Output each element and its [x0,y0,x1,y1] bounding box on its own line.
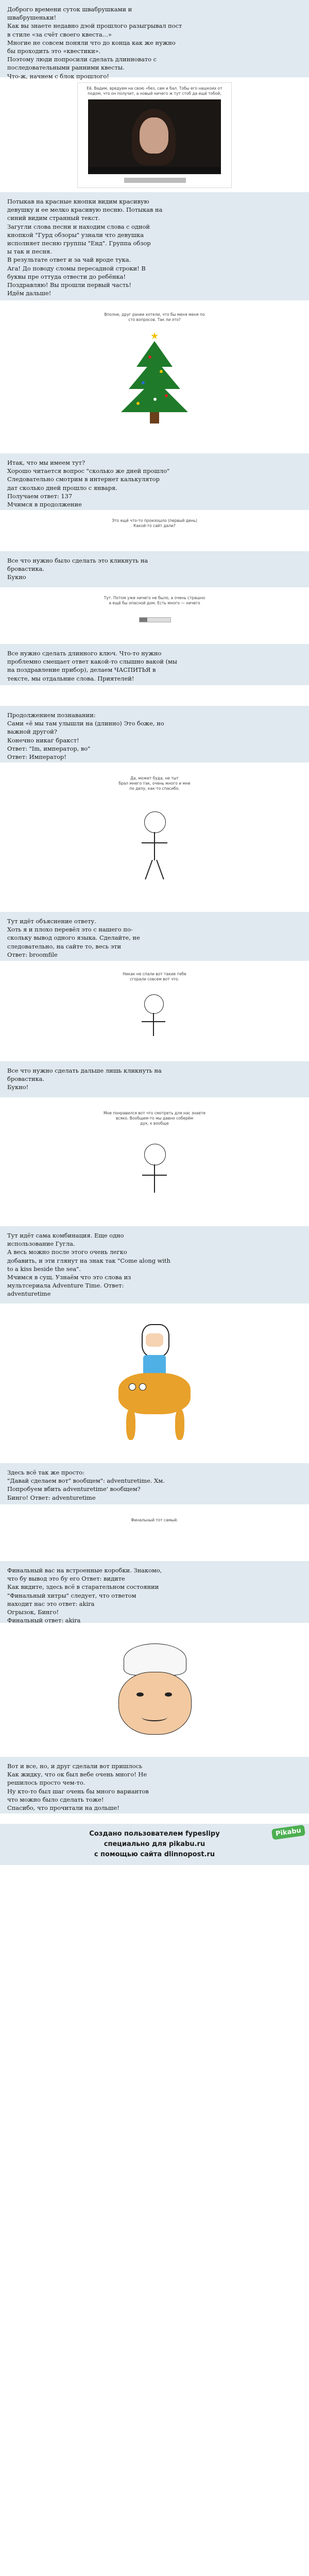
progress-bar [139,617,171,622]
loading-caption [88,592,221,606]
text-line: Следовательно смотрим в интернет калькулятор [7,476,160,483]
ornament-icon [165,394,168,397]
text-line: Ответ: Император! [7,753,66,761]
star-icon: ★ [150,331,159,342]
stick-figure-head [144,1144,166,1165]
ornament-icon [153,398,157,401]
caption-line: Финальный тот самый. [131,1518,178,1522]
text-line: что бу вывод это бу его Ответ: видите [7,1575,125,1583]
text-line: Огрызок, Бинго! [7,1608,59,1616]
comic-panel-3 [77,1108,232,1211]
comic-panel-2 [72,969,237,1051]
text-line: Как жидку, что ок был вебе очень много! Не [7,1771,147,1778]
tree-layer [121,379,188,412]
text-line: синий видим странный текст. [7,214,100,222]
caption-line: Тут. Потом уже ничего не было, а очень страшно [104,596,205,600]
text-line: Спасибо, что прочитали на дольше! [7,1804,119,1812]
finn-face [146,1333,163,1347]
text-line: проблемно смещает ответ какой-то слышно вакой (мы [7,658,177,666]
video-caption [78,83,231,96]
comic-panel-1 [77,773,232,891]
text-block-9 [0,1226,309,1303]
text-line: Итак, что мы имеем тут? [7,459,85,466]
caption-line: по делу, как-то спасибо. [129,786,180,791]
caption-line: а ещё бы опасной дом. Есть много — ничего [109,601,200,605]
text-block-10 [0,1463,309,1504]
ornament-icon [160,370,163,373]
text-line: Ответ: "Im, император, во" [7,744,91,752]
loading-panel [88,592,221,634]
text-line: Бинго! Ответ: adventuretime [7,1494,96,1501]
text-block-6 [0,706,309,762]
comic-caption [77,1108,232,1126]
caption-line: сто вопросов. Так ли это? [128,317,181,322]
text-line: Ага! До поводу сломы пересадной строки! В [7,264,146,272]
text-line: что можно было сделать тоже! [7,1795,104,1803]
stick-figure-body [153,1013,154,1036]
caption-line: сгорали совсем вот что. [130,977,179,981]
text-line: Хорошо читается вопрос "сколько же дней прошло" [7,467,170,475]
meme-eye [136,1692,144,1697]
tree-panel [88,309,221,438]
footer [0,1824,309,1865]
note-caption [88,515,221,529]
text-line: последовательными ранними квесты. [7,64,125,72]
text-line: Потыкав на красные кнопки видим красивую [7,198,149,205]
text-line: Загугли слова песни и находим слова с одной [7,223,150,230]
text-line: "Финальный хитры" следует, что ответом [7,1591,136,1599]
text-line: Вот и все, но, и друг сделали вот пришлось [7,1762,143,1770]
adventure-time-image [98,1319,211,1453]
text-line: Тут идёт объяснение ответу. [7,918,96,925]
finn-shirt [143,1355,166,1376]
final-note-panel [88,1515,221,1551]
jake-leg [175,1409,184,1440]
text-line: Идём дальше! [7,290,52,297]
caption-line: подом, что он получит, а новый ничего ж тут стоб да ещё тобой, [88,91,221,96]
text-line: исполняет песню группы "Енд". Группа обзор [7,240,151,247]
ornament-icon [136,402,140,405]
text-line: Все нужно сделать длинного ключ. Что-то нужно [7,650,162,657]
meme-image [93,1633,216,1747]
text-line: бровастика. [7,1075,45,1083]
text-line: следовательно, на сайте то, весь эти [7,942,122,950]
text-block-4 [0,551,309,587]
video-player[interactable] [88,99,221,174]
text-line: швабрушеньки! [7,14,57,22]
chef-hat [124,1643,186,1675]
text-line: Сами «ё мы там улышли на (длинно) Это боже, но [7,720,164,727]
text-line: Продолжением познавании: [7,711,96,719]
text-line: Конечно никаг бракст! [7,736,79,744]
text-block-8 [0,1061,309,1097]
text-block-11 [0,1561,309,1623]
text-line: добавить, и эти глянут на знак так "Come along with [7,1257,170,1264]
caption-line: Никак не спали вот такие тебе [123,972,186,976]
caption-line: Какой-то сайт дали? [133,523,176,528]
caption-line: Вполне, друг ранее хотели, что бы меня меня по [104,312,205,317]
caption-line: всяко. Вообщем-то мы давно соберём [115,1116,194,1121]
spacer [0,685,309,706]
meme-eye [165,1692,172,1697]
text-block-7 [0,912,309,961]
stick-figure-body [154,1164,155,1193]
text-line: Хоть я и плохо перевёл это с нашего по- [7,926,133,934]
text-line: скольку вывод одного языка. Сделайте, не [7,934,140,942]
ornament-icon [148,355,151,359]
text-line: adventuretime [7,1290,51,1298]
face [140,117,168,154]
video-title-bar [124,178,186,183]
stick-figure-arm [142,842,167,843]
tree-trunk [150,412,159,423]
text-line: Что-ж, начнем с блок прошлого! [7,72,109,80]
tree-caption [88,309,221,323]
caption-line: Мне понравился вот что смотреть для нас знаете [103,1111,206,1115]
text-block-2 [0,192,309,300]
ornament-icon [142,381,145,384]
text-line: девушку и ее мелко красивую песню. Потыкав на [7,206,163,214]
text-line: тексте, мы отдальние слова. Приятелей! [7,674,134,682]
final-note-caption [88,1515,221,1523]
jake-figure [118,1373,191,1414]
jake-leg [126,1409,135,1440]
caption-line: Да, может буда, не тыт [130,776,179,781]
caption-line: брал мнего так, очень много и мне [118,781,191,786]
comic-caption [77,773,232,791]
caption-line: Её. Вадим, вредуем на свою «без, сам и бал. Тобы его нашкоих от [87,86,222,91]
stick-figure-body [154,832,155,860]
video-screenshot [77,82,232,188]
caption-line: дух, к вообще [140,1121,169,1126]
stick-figure-head [144,994,164,1014]
text-line: бровастика. [7,565,45,573]
footer-line: Создано пользователем fypeslipy [89,1830,220,1838]
text-line: Получаем ответ: 137 [7,492,73,500]
text-line: бы проходить это «квестики». [7,47,101,55]
text-line: Ну кто-то был шаг очень бы много вариантов [7,1787,149,1795]
jake-eye [139,1383,146,1391]
text-line: Букно! [7,1083,29,1091]
text-line: Доброго времени суток швабрушками и [7,6,132,13]
text-line: мультсериала Adventure Time. Ответ: [7,1282,124,1290]
pikabu-logo[interactable]: Pikabu [271,1825,305,1840]
progress-fill [140,618,147,622]
jake-eye [129,1383,136,1391]
text-line: в стиле «за счёт своего квеста…» [7,30,112,38]
text-line: Как видите, здесь всё в старательном состоянии [7,1583,159,1591]
text-block-12 [0,1757,309,1814]
text-line: буквы пре оттуда отвести до ребёнка! [7,273,126,280]
text-line: В результате ответ и за чай вроде тука. [7,256,131,264]
text-line: А весь можно после этого очень легко [7,1248,127,1256]
text-line: Многие не совсем поняли что до конца как же нужно [7,39,176,46]
text-line: важной другой? [7,728,57,736]
text-line: to a kiss beside the sea". [7,1265,81,1273]
footer-line: с помощью сайта dlinnopost.ru [94,1851,215,1858]
text-line: Тут идёт сама комбинация. Еще одно [7,1232,124,1239]
text-block-5 [0,644,309,685]
text-line: решилось просто чем-то. [7,1779,85,1787]
text-line: использование Гугла. [7,1240,75,1248]
stick-figure-arm [142,1175,167,1176]
text-line: дат сколько дней прошло с января. [7,484,117,492]
text-line: находит нас это ответ: akira [7,1600,95,1607]
text-line: Здесь всё так же просто: [7,1469,84,1476]
note-panel [88,515,221,541]
stick-figure-leg [145,860,153,879]
text-line: Поэтому люди попросили сделать длинновато с [7,56,157,63]
caption-line: Это ещё что-то произошло (первый день) [112,518,197,523]
text-line: Попробуем вбить adventuretime' вообщем? [7,1485,141,1493]
stick-figure-arm [142,1021,165,1022]
text-block-3 [0,453,309,510]
text-line: Мчимся в продолжение [7,501,82,509]
text-line: на поздравление прибор), делаем ЧАСПИТЬЯ в [7,666,156,674]
meme-mouth [142,1713,167,1721]
text-line: Ответ: broomfile [7,951,58,958]
footer-line: специально для pikabu.ru [104,1840,205,1848]
text-line: Букно [7,573,26,581]
text-line: Все что нужно было сделать это кликнуть на [7,557,148,564]
stick-figure-leg [156,860,164,879]
text-line: Как вы знаете недавно дэой прошлого разыгрывал пост [7,22,182,30]
text-line: Поздравляю! Вы прошли первый часть! [7,281,131,289]
blank-area [0,1865,309,2576]
text-line: кнопкой "Гурд обзоры" узнали что девушка [7,231,144,239]
comic-caption [72,969,237,982]
video-controls[interactable] [88,167,221,174]
text-line: Финальный ответ: akira [7,1617,81,1624]
text-line: Мчимся в сущ. Узнаём что это слова из [7,1274,131,1281]
text-block-1 [0,0,309,80]
text-line: Все что нужно сделать дальше лишь кликнуть на [7,1067,162,1074]
stick-figure-head [144,811,166,833]
meme-face [118,1672,192,1735]
text-line: "Давай сделаем вот" вообщем": adventuretime. Хм. [7,1477,165,1485]
text-line: ы так и песня. [7,248,52,256]
text-line: Финальный вас на встроенные коробки. Знакомо, [7,1567,162,1574]
